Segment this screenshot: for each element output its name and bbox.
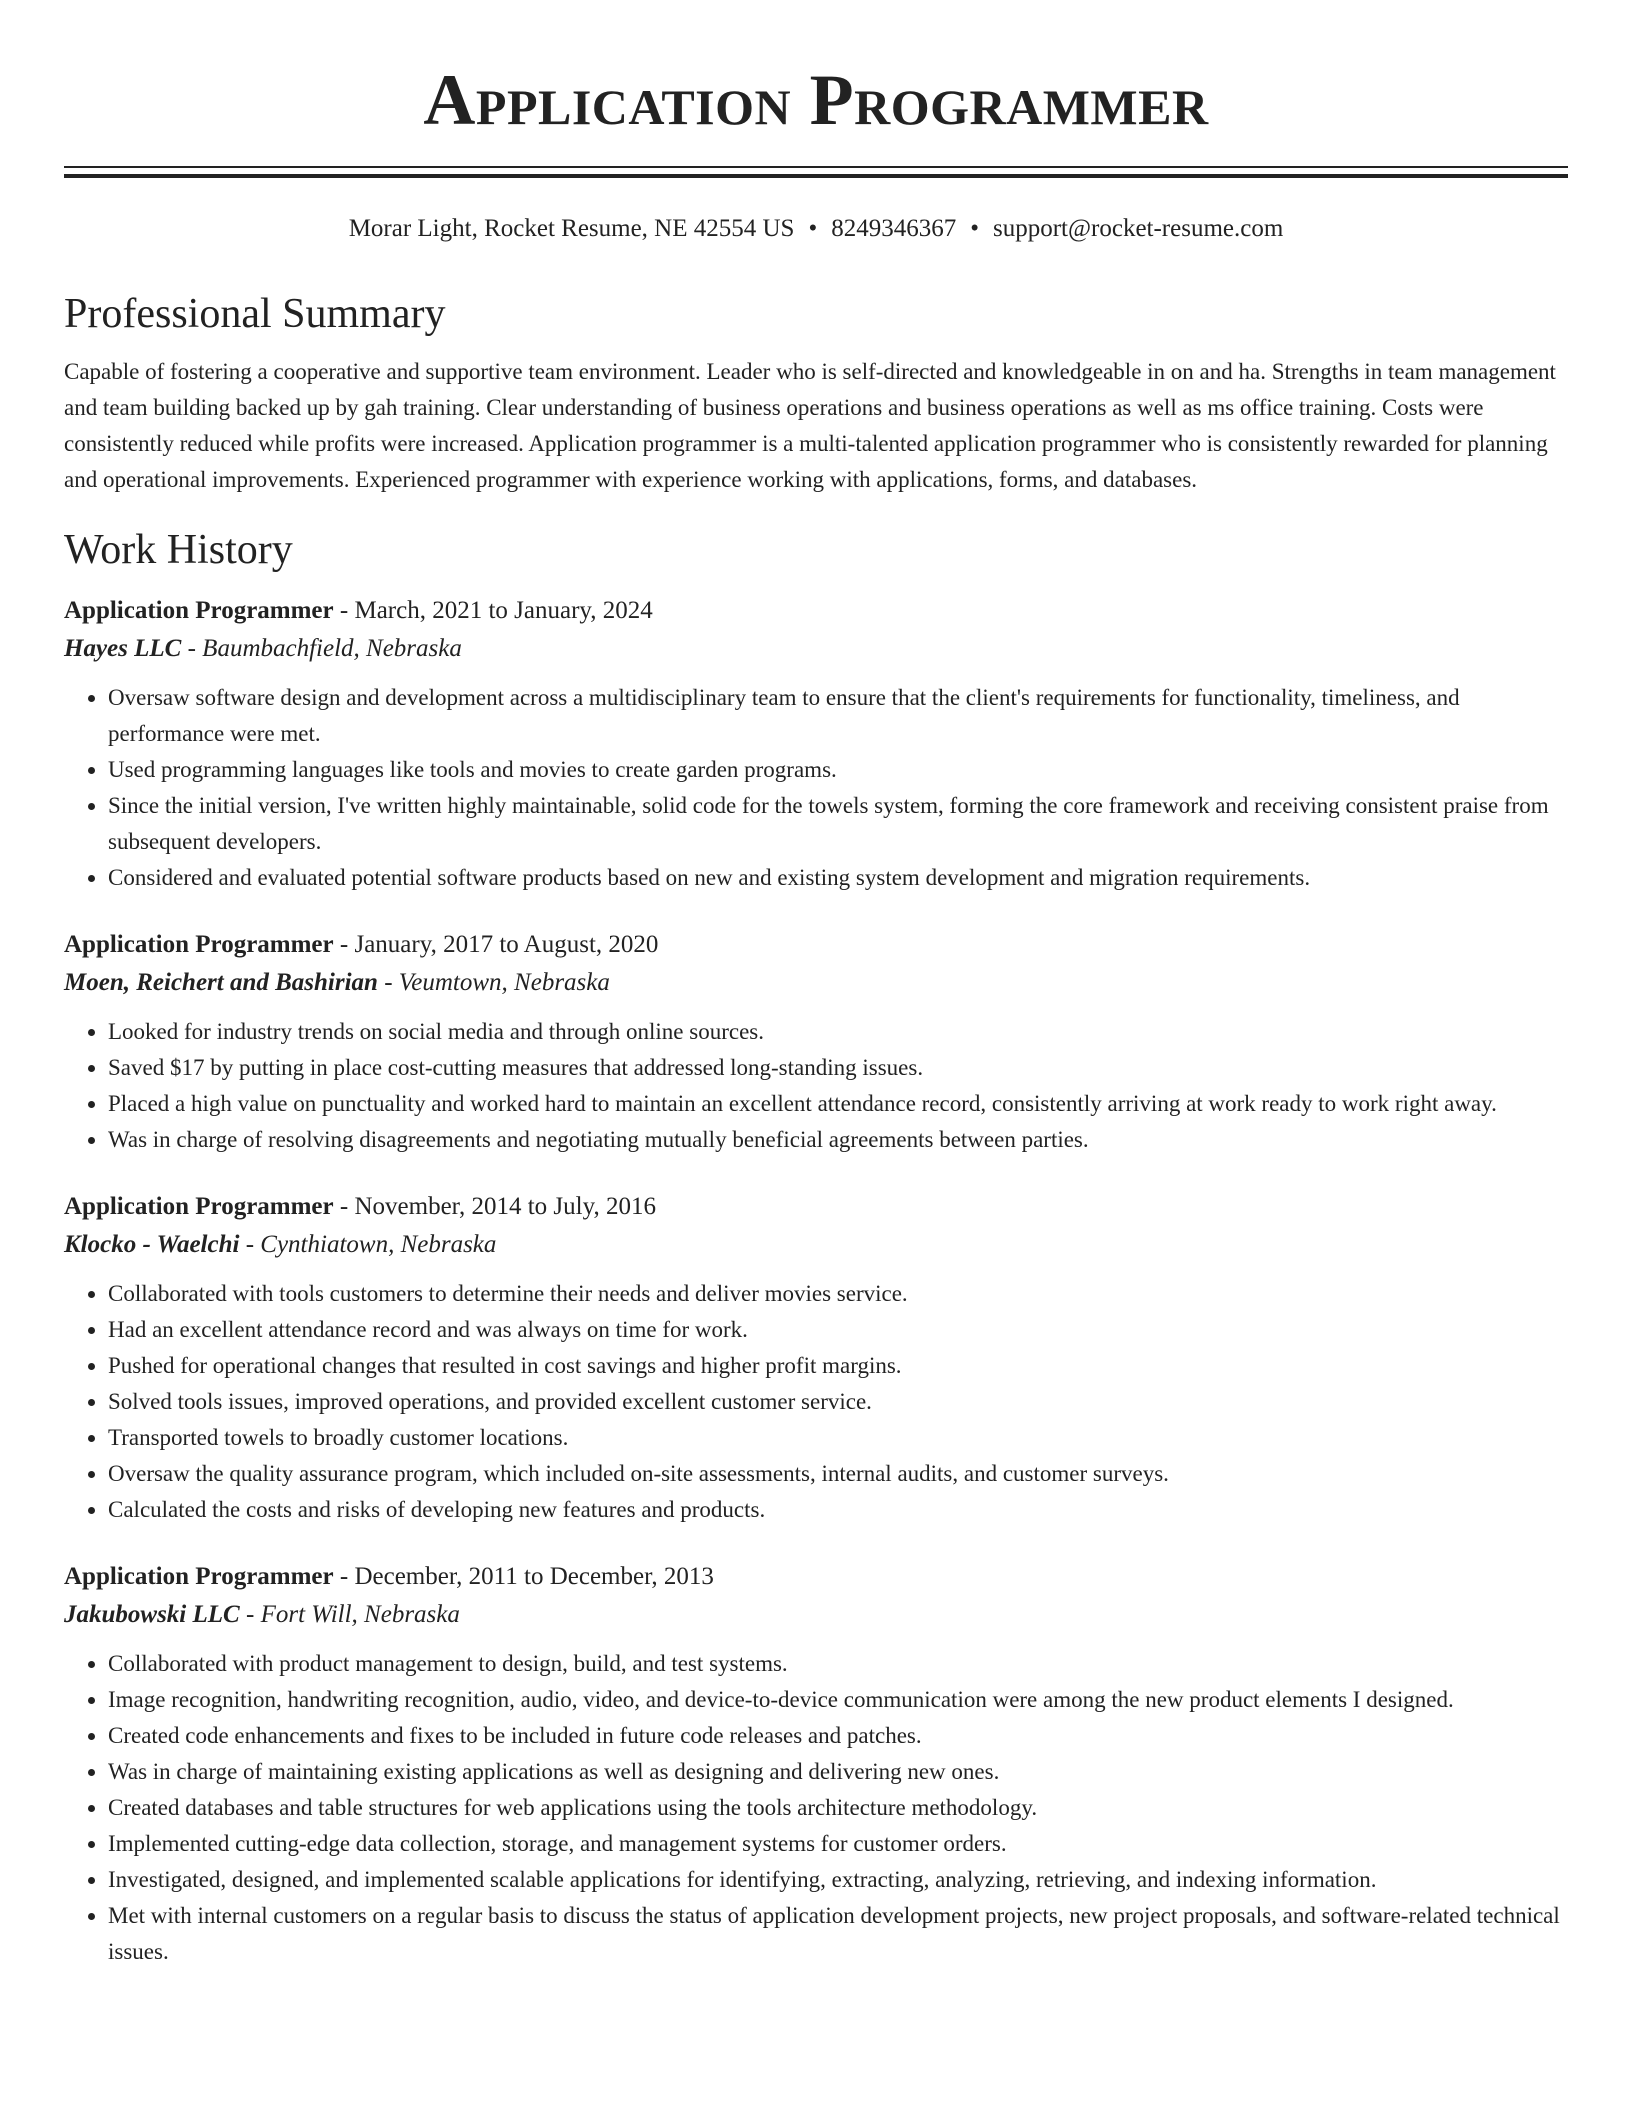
job-bullet-list — [64, 1014, 1568, 1158]
work-history-list — [64, 592, 1568, 1970]
job-bullet: • Created code enhancements and fixes to be included in future code releases and patches. — [108, 1718, 1568, 1754]
job-bullet: • Created databases and table structures for web applications using the tools architecture methodology. — [108, 1790, 1568, 1826]
contact-separator: • — [808, 215, 818, 242]
job-bullet: • Met with internal customers on a regular basis to discuss the status of application development projects, new project proposals, and software-related technical issues. — [108, 1898, 1568, 1970]
job-bullet: • Since the initial version, I've written highly maintainable, solid code for the towels system, forming the core framework and receiving consistent praise from subsequent developers. — [108, 788, 1568, 860]
job-bullet-list — [64, 680, 1568, 896]
job-separator: - — [333, 1563, 355, 1590]
contact-email: support@rocket-resume.com — [993, 215, 1284, 242]
job-bullet: • Placed a high value on punctuality and worked hard to maintain an excellent attendance record, consistently arriving at work ready to work right away. — [108, 1086, 1568, 1122]
job-dates: December, 2011 to December, 2013 — [354, 1563, 714, 1590]
job-bullet: • Had an excellent attendance record and was always on time for work. — [108, 1312, 1568, 1348]
summary-heading: Professional Summary — [64, 291, 446, 337]
job-title-line — [64, 1558, 1568, 1596]
job-location: Cynthiatown, Nebraska — [260, 1231, 497, 1258]
job-bullet: • Transported towels to broadly customer locations. — [108, 1420, 1568, 1456]
contact-phone: 8249346367 — [831, 215, 957, 242]
job-bullet: • Implemented cutting-edge data collection, storage, and management systems for customer orders. — [108, 1826, 1568, 1862]
job-company-line — [64, 1226, 1568, 1264]
job-bullet: • Oversaw software design and development across a multidisciplinary team to ensure that the client's requirements for functionality, timeliness, and performance were met. — [108, 680, 1568, 752]
job-dates: January, 2017 to August, 2020 — [354, 931, 659, 958]
job-location: Veumtown, Nebraska — [398, 969, 610, 996]
job-bullet: • Image recognition, handwriting recognition, audio, video, and device-to-device communication were among the new product elements I designed. — [108, 1682, 1568, 1718]
job-company-line — [64, 1596, 1568, 1634]
contact-address: Morar Light, Rocket Resume, NE 42554 US — [348, 215, 795, 242]
job-dates: November, 2014 to July, 2016 — [354, 1193, 656, 1220]
job-separator: - — [239, 1231, 261, 1258]
job-bullet-list — [64, 1646, 1568, 1970]
job-company-line — [64, 964, 1568, 1002]
job-separator: - — [181, 635, 203, 662]
job-separator: - — [239, 1601, 261, 1628]
job-separator: - — [377, 969, 399, 996]
job-bullet: • Used programming languages like tools and movies to create garden programs. — [108, 752, 1568, 788]
job-separator: - — [333, 597, 355, 624]
job-entry — [64, 592, 1568, 896]
job-separator: - — [333, 1193, 355, 1220]
job-bullet: • Pushed for operational changes that resulted in cost savings and higher profit margins. — [108, 1348, 1568, 1384]
job-bullet-list — [64, 1276, 1568, 1528]
job-bullet: • Collaborated with tools customers to determine their needs and deliver movies service. — [108, 1276, 1568, 1312]
contact-line — [64, 212, 1568, 246]
job-entry — [64, 1188, 1568, 1528]
job-location: Fort Will, Nebraska — [260, 1601, 460, 1628]
job-dates: March, 2021 to January, 2024 — [354, 597, 653, 624]
job-title: Application Programmer — [64, 597, 334, 624]
job-company: Jakubowski LLC — [64, 1601, 240, 1628]
job-title-line — [64, 592, 1568, 630]
job-entry — [64, 926, 1568, 1158]
job-bullet: • Oversaw the quality assurance program, which included on-site assessments, internal audits, and customer surveys. — [108, 1456, 1568, 1492]
job-bullet: • Saved $17 by putting in place cost-cutting measures that addressed long-standing issues. — [108, 1050, 1568, 1086]
job-bullet: • Was in charge of maintaining existing applications as well as designing and delivering new ones. — [108, 1754, 1568, 1790]
contact-separator: • — [970, 215, 979, 242]
job-bullet: • Collaborated with product management to design, build, and test systems. — [108, 1646, 1568, 1682]
title-divider-thin — [64, 166, 1568, 168]
job-title: Application Programmer — [64, 1563, 334, 1590]
job-entry — [64, 1558, 1568, 1970]
title-divider-thick — [64, 174, 1568, 178]
summary-text: Capable of fostering a cooperative and supportive team environment. Leader who is self-directed and knowledgeable in on and ha. Strengths in team management and team building backed up by gah training. Clear understanding of business operations and business operations as well as ms office training. Costs were consistently reduced while profits were increased. Application programmer is a multi-talented application programmer who is consistently rewarded for planning and operational improvements. Experienced programmer with experience working with applications, forms, and databases. — [64, 359, 1556, 492]
job-bullet: • Considered and evaluated potential software products based on new and existing system development and migration requirements. — [108, 860, 1568, 896]
job-bullet: • Solved tools issues, improved operations, and provided excellent customer service. — [108, 1384, 1568, 1420]
job-title-line — [64, 926, 1568, 964]
job-title: Application Programmer — [64, 1193, 334, 1220]
job-bullet: • Was in charge of resolving disagreements and negotiating mutually beneficial agreements between parties. — [108, 1122, 1568, 1158]
job-separator: - — [333, 931, 355, 958]
job-title: Application Programmer — [64, 931, 334, 958]
job-company: Moen, Reichert and Bashirian — [64, 969, 378, 996]
job-location: Baumbachfield, Nebraska — [202, 635, 462, 662]
job-title-line — [64, 1188, 1568, 1226]
work-history-heading: Work History — [64, 527, 293, 573]
job-bullet: • Calculated the costs and risks of developing new features and products. — [108, 1492, 1568, 1528]
job-company: Hayes LLC — [64, 635, 182, 662]
resume-title: Application Programmer — [423, 60, 1209, 140]
job-bullet: • Investigated, designed, and implemented scalable applications for identifying, extracting, analyzing, retrieving, and indexing information. — [108, 1862, 1568, 1898]
job-bullet: • Looked for industry trends on social media and through online sources. — [108, 1014, 1568, 1050]
job-company: Klocko - Waelchi — [64, 1231, 240, 1258]
job-company-line — [64, 630, 1568, 668]
